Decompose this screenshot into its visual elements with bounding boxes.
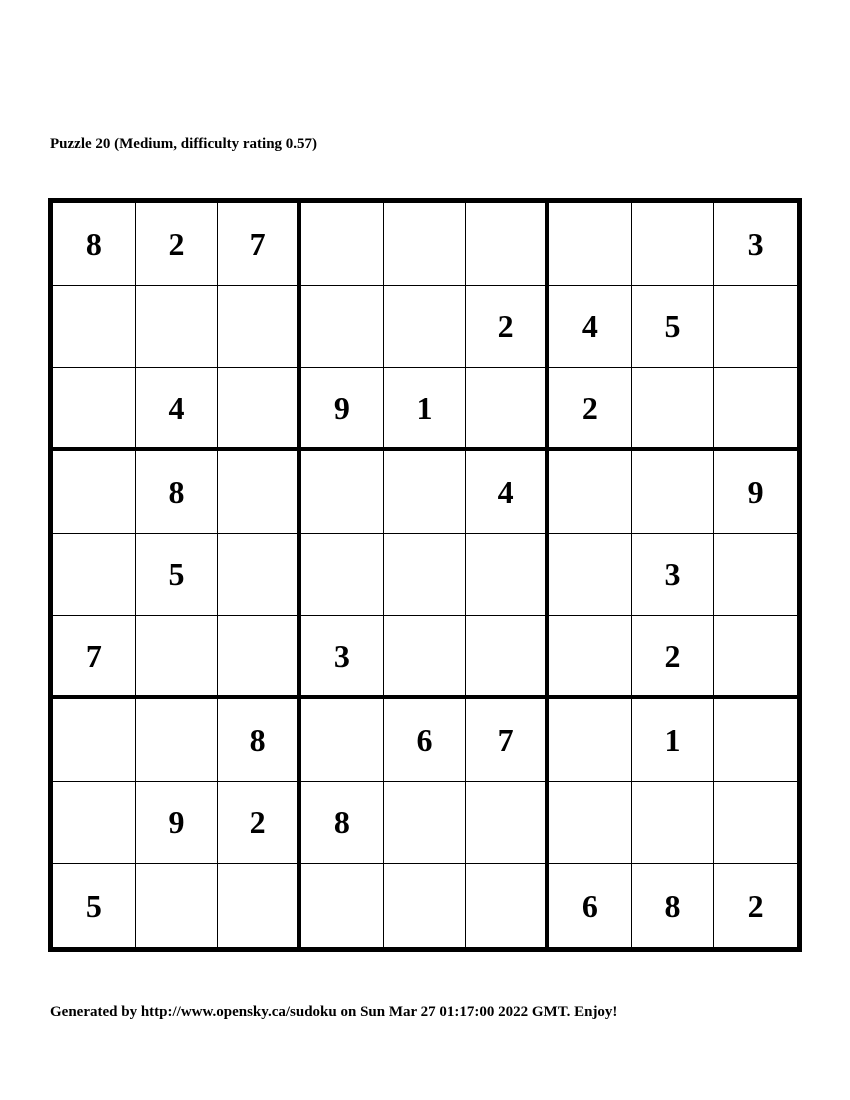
sudoku-cell: 3 <box>714 203 797 286</box>
sudoku-cell <box>384 864 467 947</box>
sudoku-cell: 6 <box>549 864 632 947</box>
sudoku-cell <box>218 534 301 617</box>
sudoku-cell <box>384 782 467 865</box>
sudoku-cell <box>218 864 301 947</box>
sudoku-cell <box>549 534 632 617</box>
sudoku-cell <box>301 534 384 617</box>
sudoku-cell <box>384 203 467 286</box>
sudoku-cell <box>301 203 384 286</box>
sudoku-cell <box>301 451 384 534</box>
sudoku-cell: 1 <box>632 699 715 782</box>
sudoku-cell <box>714 286 797 369</box>
sudoku-cell: 7 <box>218 203 301 286</box>
sudoku-cell: 2 <box>747 887 764 924</box>
sudoku-cell: 3 <box>301 616 384 699</box>
sudoku-cell: 1 <box>384 368 467 451</box>
sudoku-cell <box>384 286 467 369</box>
sudoku-cell: 8 <box>301 782 384 865</box>
sudoku-cell: 8 <box>218 699 301 782</box>
sudoku-cell: 4 <box>549 286 632 369</box>
sudoku-cell <box>714 782 797 865</box>
sudoku-cell: 9 <box>301 368 384 451</box>
sudoku-cell <box>466 203 549 286</box>
sudoku-cell: 2 <box>218 782 301 865</box>
sudoku-cell: 9 <box>714 451 797 534</box>
sudoku-cell <box>384 451 467 534</box>
sudoku-cell <box>218 451 301 534</box>
sudoku-cell <box>466 782 549 865</box>
sudoku-cell: 5 <box>632 286 715 369</box>
sudoku-cell <box>549 782 632 865</box>
sudoku-cell <box>714 699 797 782</box>
sudoku-cell <box>632 368 715 451</box>
sudoku-cell: 7 <box>53 616 136 699</box>
sudoku-cell <box>466 864 549 947</box>
sudoku-cell: 2 <box>632 616 715 699</box>
sudoku-cell <box>53 286 136 369</box>
sudoku-cell <box>384 616 467 699</box>
sudoku-cell: 6 <box>384 699 467 782</box>
sudoku-cell: 7 <box>466 699 549 782</box>
sudoku-cell <box>549 616 632 699</box>
sudoku-cell <box>218 286 301 369</box>
sudoku-cell <box>714 616 797 699</box>
sudoku-cell <box>632 782 715 865</box>
sudoku-cell: 5 <box>53 864 136 947</box>
sudoku-cell <box>53 782 136 865</box>
generated-by-footer: Generated by http://www.opensky.ca/sudoku on Sun Mar 27 01:17:00 2022 GMT. Enjoy! <box>50 1004 618 1020</box>
sudoku-cell <box>53 699 136 782</box>
sudoku-cell: 4 <box>466 451 549 534</box>
sudoku-cell: 8 <box>53 203 136 286</box>
sudoku-cell <box>384 534 467 617</box>
sudoku-cell: 2 <box>466 286 549 369</box>
sudoku-cell <box>218 368 301 451</box>
sudoku-cell <box>301 699 384 782</box>
sudoku-cell: 8 <box>632 864 715 947</box>
sudoku-cell <box>549 699 632 782</box>
sudoku-cell <box>53 368 136 451</box>
sudoku-cell <box>714 534 797 617</box>
sudoku-cell <box>301 864 384 947</box>
sudoku-cell <box>549 203 632 286</box>
sudoku-board <box>48 198 802 952</box>
sudoku-cell <box>136 699 219 782</box>
sudoku-cell: 9 <box>136 782 219 865</box>
sudoku-cell: 5 <box>136 534 219 617</box>
sudoku-cell: 4 <box>136 368 219 451</box>
sudoku-cell <box>466 616 549 699</box>
sudoku-cell <box>136 616 219 699</box>
sudoku-cell <box>549 451 632 534</box>
sudoku-cell: 2 <box>549 368 632 451</box>
sudoku-cell <box>301 286 384 369</box>
sudoku-cell <box>136 864 219 947</box>
sudoku-cell <box>632 451 715 534</box>
sudoku-cell <box>466 534 549 617</box>
sudoku-cell: 3 <box>632 534 715 617</box>
sudoku-cell <box>632 203 715 286</box>
sudoku-cell: 2 <box>136 203 219 286</box>
sudoku-cell <box>136 286 219 369</box>
sudoku-cell: 8 <box>136 451 219 534</box>
sudoku-cell <box>714 368 797 451</box>
sudoku-cell <box>53 534 136 617</box>
puzzle-title: Puzzle 20 (Medium, difficulty rating 0.57) <box>50 136 318 152</box>
sudoku-cell <box>466 368 549 451</box>
sudoku-cell <box>53 451 136 534</box>
sudoku-cell <box>218 616 301 699</box>
